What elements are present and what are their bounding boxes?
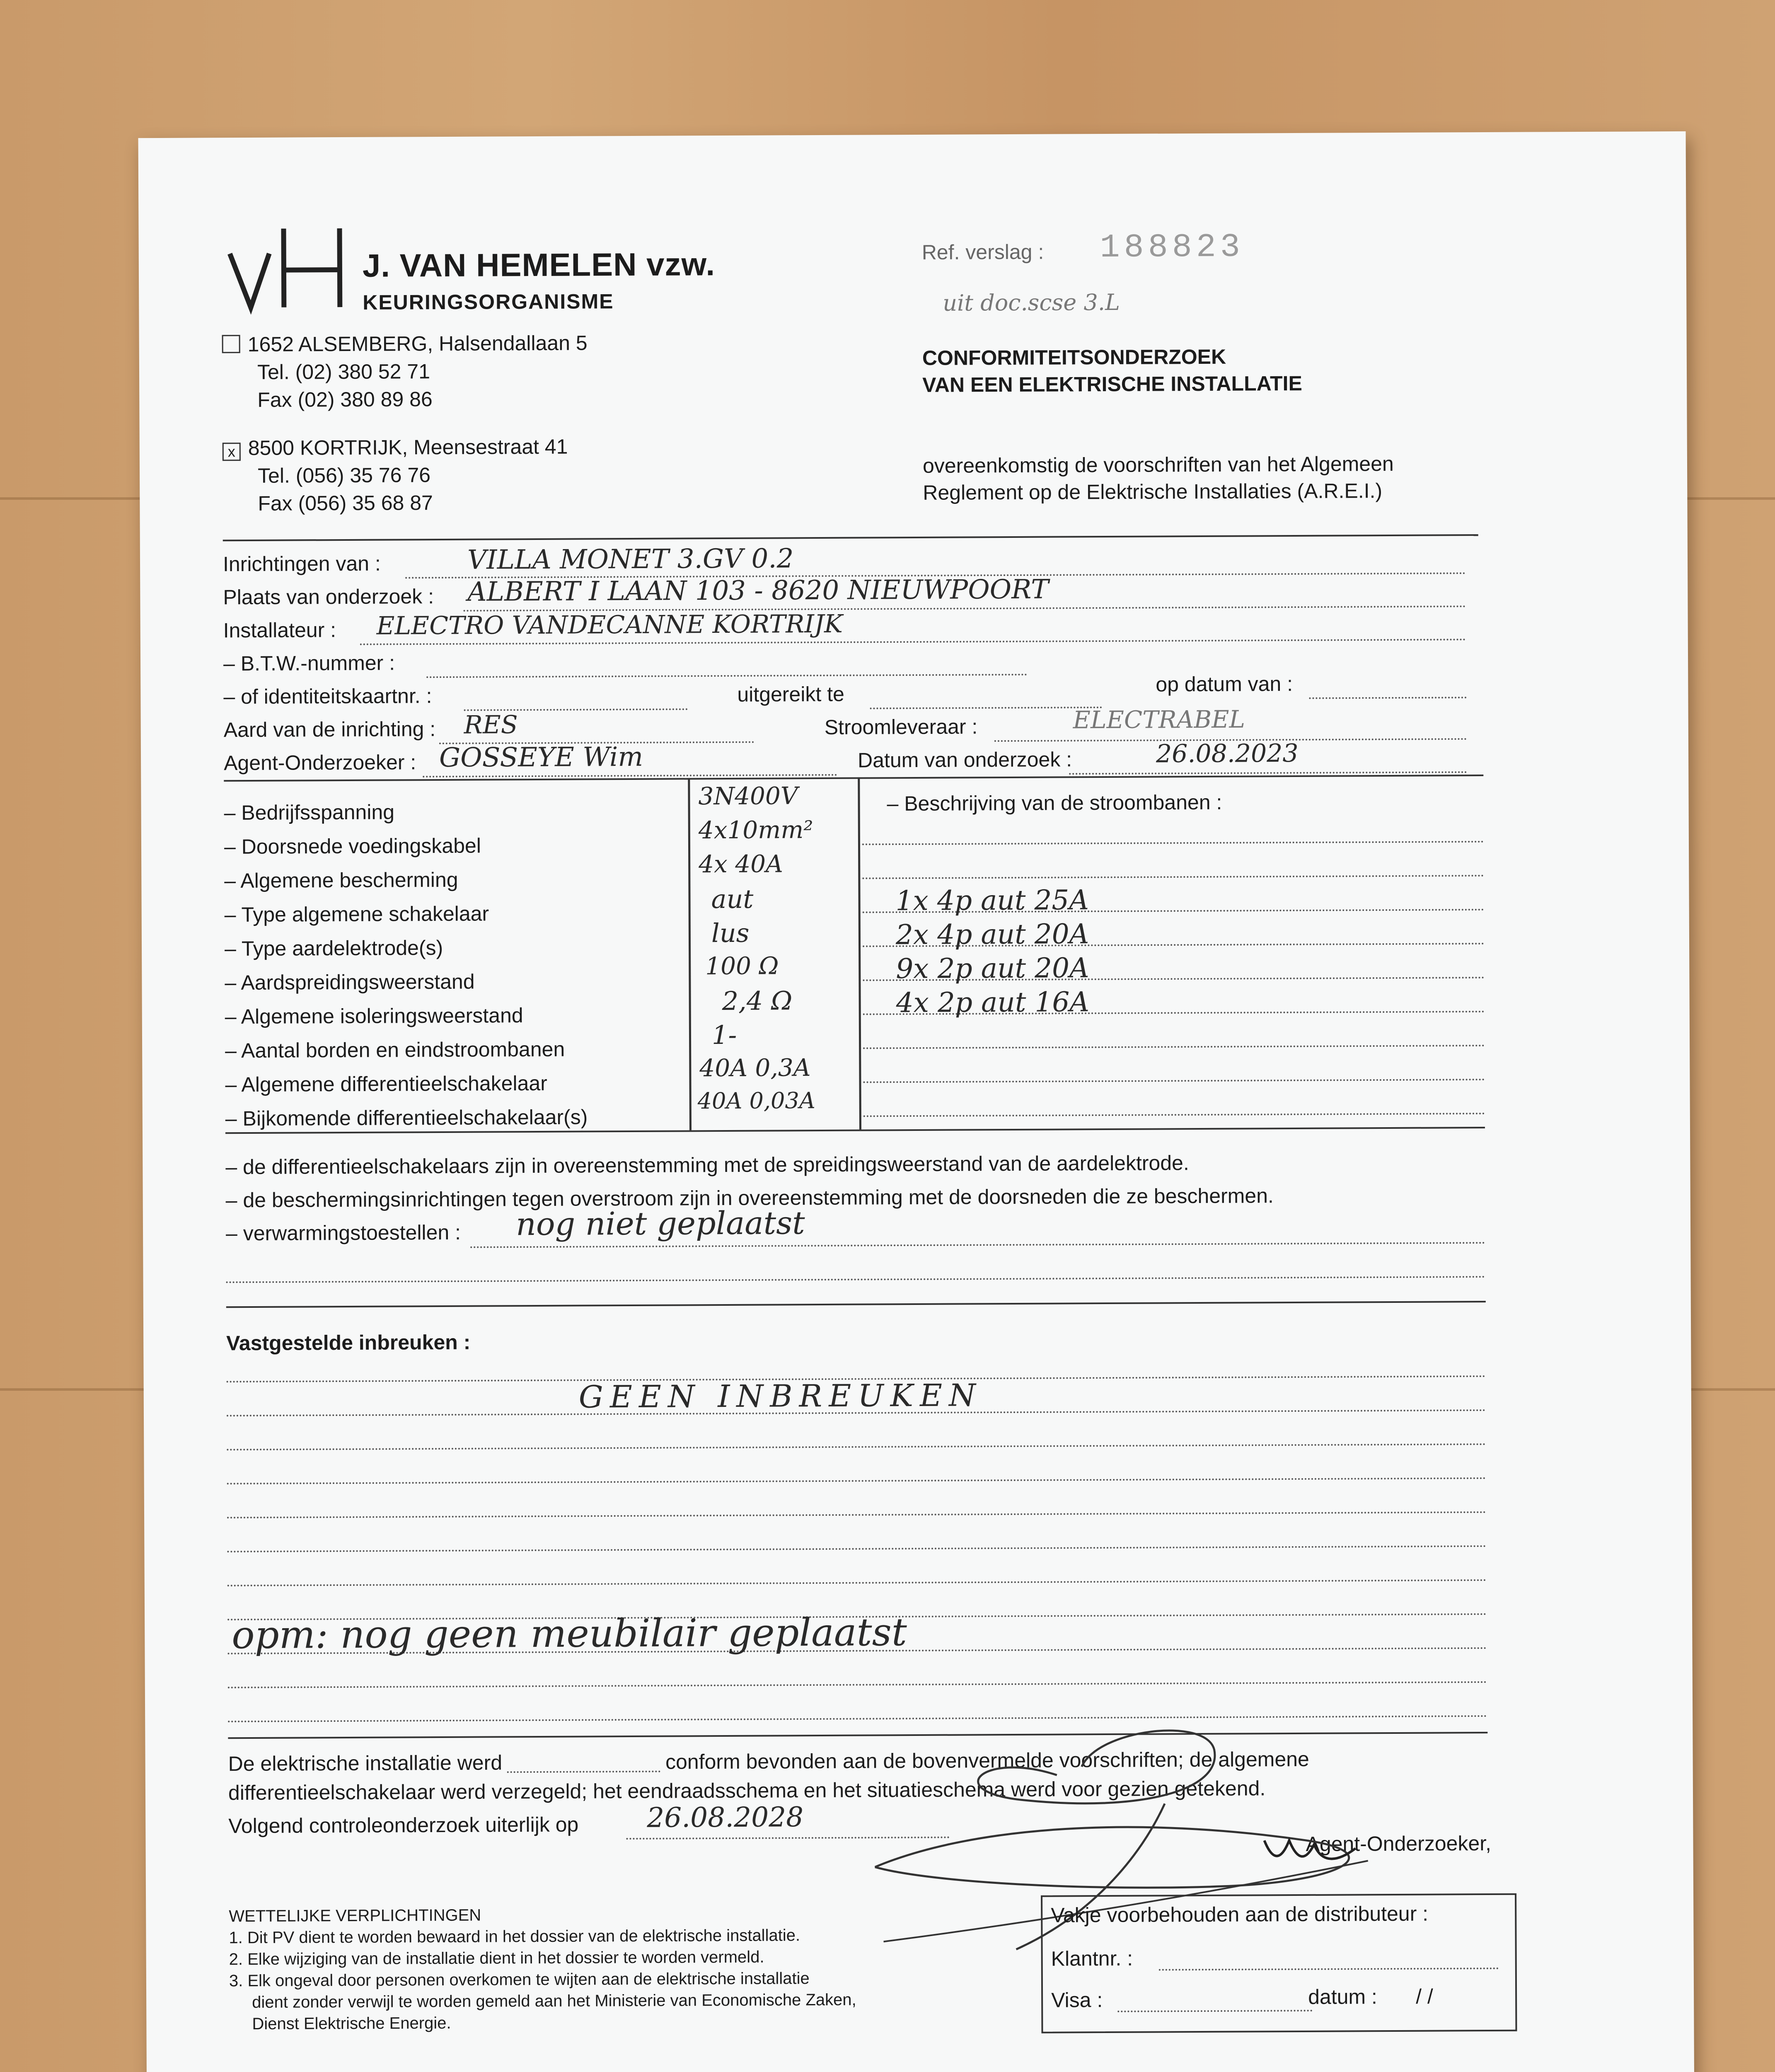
heating-label: – verwarmingstoestellen :: [225, 1220, 461, 1245]
measurement-value[interactable]: 1-: [711, 1019, 737, 1051]
office-alsemberg-address: 1652 ALSEMBERG, Halsendallaan 5: [247, 331, 588, 356]
divider: [226, 1301, 1486, 1308]
ref-number: 188823: [1100, 228, 1244, 267]
statement-differential: – de differentieelschakelaars zijn in overeenstemming met de spreidingsweerstand van de aardelektrode.: [225, 1151, 1189, 1179]
legal-item: 1. Dit PV dient te worden bewaard in het dossier van de elektrische installatie.: [229, 1926, 800, 1947]
measurement-label: – Bedrijfsspanning: [224, 800, 395, 825]
divider: [223, 534, 1478, 541]
measurement-label: – Algemene isoleringsweerstand: [225, 1004, 523, 1029]
measurement-value[interactable]: 4x 40A: [699, 850, 784, 879]
circuit-line[interactable]: 1x 4p aut 25A: [895, 884, 1089, 917]
legal-item: dient zonder verwijl te worden gemeld aan het Ministerie van Economische Zaken,: [252, 1990, 856, 2012]
organisation-name: J. VAN HEMELEN vzw.: [362, 246, 716, 284]
form-area: [221, 215, 1597, 2072]
dotted-line: [863, 1113, 1485, 1117]
inbreuken-remark[interactable]: opm: nog geen meubilair geplaatst: [232, 1610, 907, 1658]
installateur-value[interactable]: ELECTRO VANDECANNE KORTRIJK: [376, 609, 843, 641]
measurement-value[interactable]: 40A 0,3A: [699, 1053, 811, 1082]
circuits-label: – Beschrijving van de stroombanen :: [887, 790, 1222, 816]
distributor-box: [1041, 1893, 1517, 2033]
office-kortrijk-tel: Tel. (056) 35 76 76: [257, 463, 431, 487]
office-kortrijk: [222, 435, 568, 461]
btw-label: – B.T.W.-nummer :: [223, 651, 395, 675]
aard-label: Aard van de inrichting :: [223, 717, 436, 742]
aard-value[interactable]: RES: [464, 710, 518, 740]
statement-protection: – de beschermingsinrichtingen tegen overstroom zijn in overeenstemming met de doorsneden die ze beschermen.: [225, 1184, 1274, 1212]
agent-label: Agent-Onderzoeker :: [223, 750, 416, 775]
measurement-value[interactable]: 2,4 Ω: [722, 985, 793, 1017]
plaats-label: Plaats van onderzoek :: [223, 585, 434, 609]
uitgereikt-label: uitgereikt te: [737, 682, 845, 706]
inrichtingen-value[interactable]: VILLA MONET 3.GV 0.2: [467, 543, 794, 576]
circuit-line[interactable]: 4x 2p aut 16A: [896, 986, 1090, 1019]
ref-handwritten: uit doc.scse 3.L: [943, 289, 1120, 316]
datum-value[interactable]: / /: [1416, 1985, 1433, 2008]
report-title-line1: CONFORMITEITSONDERZOEK: [922, 345, 1226, 370]
measurement-label: – Type aardelektrode(s): [224, 936, 443, 961]
office-alsemberg-checkbox[interactable]: [222, 335, 240, 353]
dotted-line: [862, 841, 1484, 845]
klantnr-label: Klantnr. :: [1051, 1946, 1133, 1970]
id-label: – of identiteitskaartnr. :: [223, 684, 432, 709]
vh-logo: [221, 220, 358, 316]
measurement-label: – Algemene bescherming: [224, 868, 458, 893]
datum-onderzoek-label: Datum van onderzoek :: [857, 748, 1072, 772]
dotted-line: [227, 1477, 1487, 1484]
dotted-line: [470, 1242, 1485, 1248]
office-alsemberg-tel: Tel. (02) 380 52 71: [257, 360, 430, 384]
office-kortrijk-fax: Fax (056) 35 68 87: [258, 491, 433, 515]
plaats-value[interactable]: ALBERT I LAAN 103 - 8620 NIEUWPOORT: [467, 574, 1049, 608]
office-alsemberg-fax: Fax (02) 380 89 86: [257, 387, 433, 411]
measurement-label: – Type algemene schakelaar: [224, 902, 489, 927]
installateur-label: Installateur :: [223, 618, 336, 642]
circuit-line[interactable]: 2x 4p aut 20A: [895, 918, 1089, 951]
regulation-line1: overeenkomstig de voorschriften van het Algemeen: [922, 452, 1394, 477]
circuit-line[interactable]: 9x 2p aut 20A: [896, 952, 1089, 985]
dotted-line: [226, 1276, 1486, 1283]
dotted-line: [423, 774, 837, 777]
office-kortrijk-address: 8500 KORTRIJK, Meensestraat 41: [248, 435, 568, 460]
legal-item: 2. Elke wijziging van de installatie dient in het dossier te worden vermeld.: [229, 1948, 764, 1969]
measurement-label: – Algemene differentieelschakelaar: [225, 1071, 547, 1097]
datum-onderzoek-value[interactable]: 26.08.2023: [1156, 738, 1299, 769]
measurement-label: – Doorsnede voedingskabel: [224, 834, 481, 859]
conclusion-line2: differentieelschakelaar werd verzegeld; het eendraadsschema en het situatieschema werd voor gezien getekend.: [228, 1777, 1266, 1805]
dotted-blank: [507, 1771, 660, 1773]
dotted-line: [227, 1511, 1487, 1518]
heating-value[interactable]: nog niet geplaatst: [515, 1204, 805, 1243]
measurement-value[interactable]: 4x10mm²: [698, 816, 813, 845]
legal-item: Dienst Elektrische Energie.: [252, 2014, 451, 2033]
office-kortrijk-checkbox[interactable]: x: [222, 443, 241, 461]
signature-label: Agent-Onderzoeker,: [1306, 1831, 1492, 1856]
legal-item: 3. Elk ongeval door personen overkomen te wijten aan de elektrische installatie: [229, 1969, 810, 1990]
agent-value[interactable]: GOSSEYE Wim: [439, 741, 643, 774]
measurement-label: – Bijkomende differentieelschakelaar(s): [225, 1105, 588, 1130]
op-datum-label: op datum van :: [1156, 672, 1293, 696]
next-inspection-label: Volgend controleonderzoek uiterlijk op: [228, 1813, 579, 1838]
inbreuken-lines: [221, 215, 1589, 220]
table-column-divider: [858, 777, 861, 1130]
measurement-label: – Aantal borden en eindstroombanen: [225, 1037, 565, 1063]
dotted-line: [227, 1545, 1487, 1552]
dotted-line: [227, 1443, 1486, 1450]
dotted-line: [1309, 697, 1466, 699]
organisation-subtitle: KEURINGSORGANISME: [363, 290, 614, 314]
measurement-value[interactable]: 100 Ω: [705, 951, 779, 980]
dotted-line: [863, 1079, 1485, 1083]
distributor-title: Vakje voorbehouden aan de distributeur :: [1051, 1902, 1429, 1927]
inspection-report-paper: [138, 131, 1695, 2072]
visa-label: Visa :: [1051, 1988, 1103, 2012]
conclusion-line1-start: De elektrische installatie werd: [228, 1751, 503, 1776]
dotted-line: [870, 707, 1102, 709]
dotted-line: [862, 875, 1484, 879]
dotted-line: [426, 674, 1027, 678]
ref-label: Ref. verslag :: [921, 240, 1044, 264]
stroom-value[interactable]: ELECTRABEL: [1073, 705, 1245, 734]
datum-label: datum :: [1308, 1985, 1378, 2009]
legal-title: WETTELIJKE VERPLICHTINGEN: [229, 1906, 481, 1926]
office-alsemberg: [222, 331, 588, 356]
regulation-line2: Reglement op de Elektrische Installaties (A.R.E.I.): [923, 479, 1383, 504]
measurement-value[interactable]: lus: [711, 917, 750, 949]
measurement-value[interactable]: 40A 0,03A: [697, 1087, 815, 1114]
inrichtingen-label: Inrichtingen van :: [222, 552, 381, 576]
dotted-line: [863, 1045, 1485, 1049]
measurement-label: – Aardspreidingsweerstand: [225, 970, 475, 995]
dotted-line: [1159, 1968, 1499, 1971]
conclusion-line1-end: conform bevonden aan de bovenvermelde voorschriften; de algemene: [665, 1747, 1309, 1774]
dotted-line: [1069, 771, 1467, 775]
table-column-divider: [688, 778, 692, 1130]
dotted-line: [1117, 2010, 1312, 2012]
inbreuken-value[interactable]: GEEN INBREUKEN: [578, 1377, 982, 1415]
report-title-line2: VAN EEN ELEKTRISCHE INSTALLATIE: [922, 371, 1302, 397]
measurement-value[interactable]: 3N400V: [698, 782, 798, 811]
stroom-label: Stroomleveraar :: [824, 715, 978, 739]
inbreuken-label: Vastgestelde inbreuken :: [226, 1330, 471, 1355]
next-inspection-date[interactable]: 26.08.2028: [647, 1801, 804, 1834]
measurement-value[interactable]: aut: [711, 884, 754, 915]
divider: [224, 775, 1483, 782]
dotted-line: [227, 1579, 1487, 1586]
